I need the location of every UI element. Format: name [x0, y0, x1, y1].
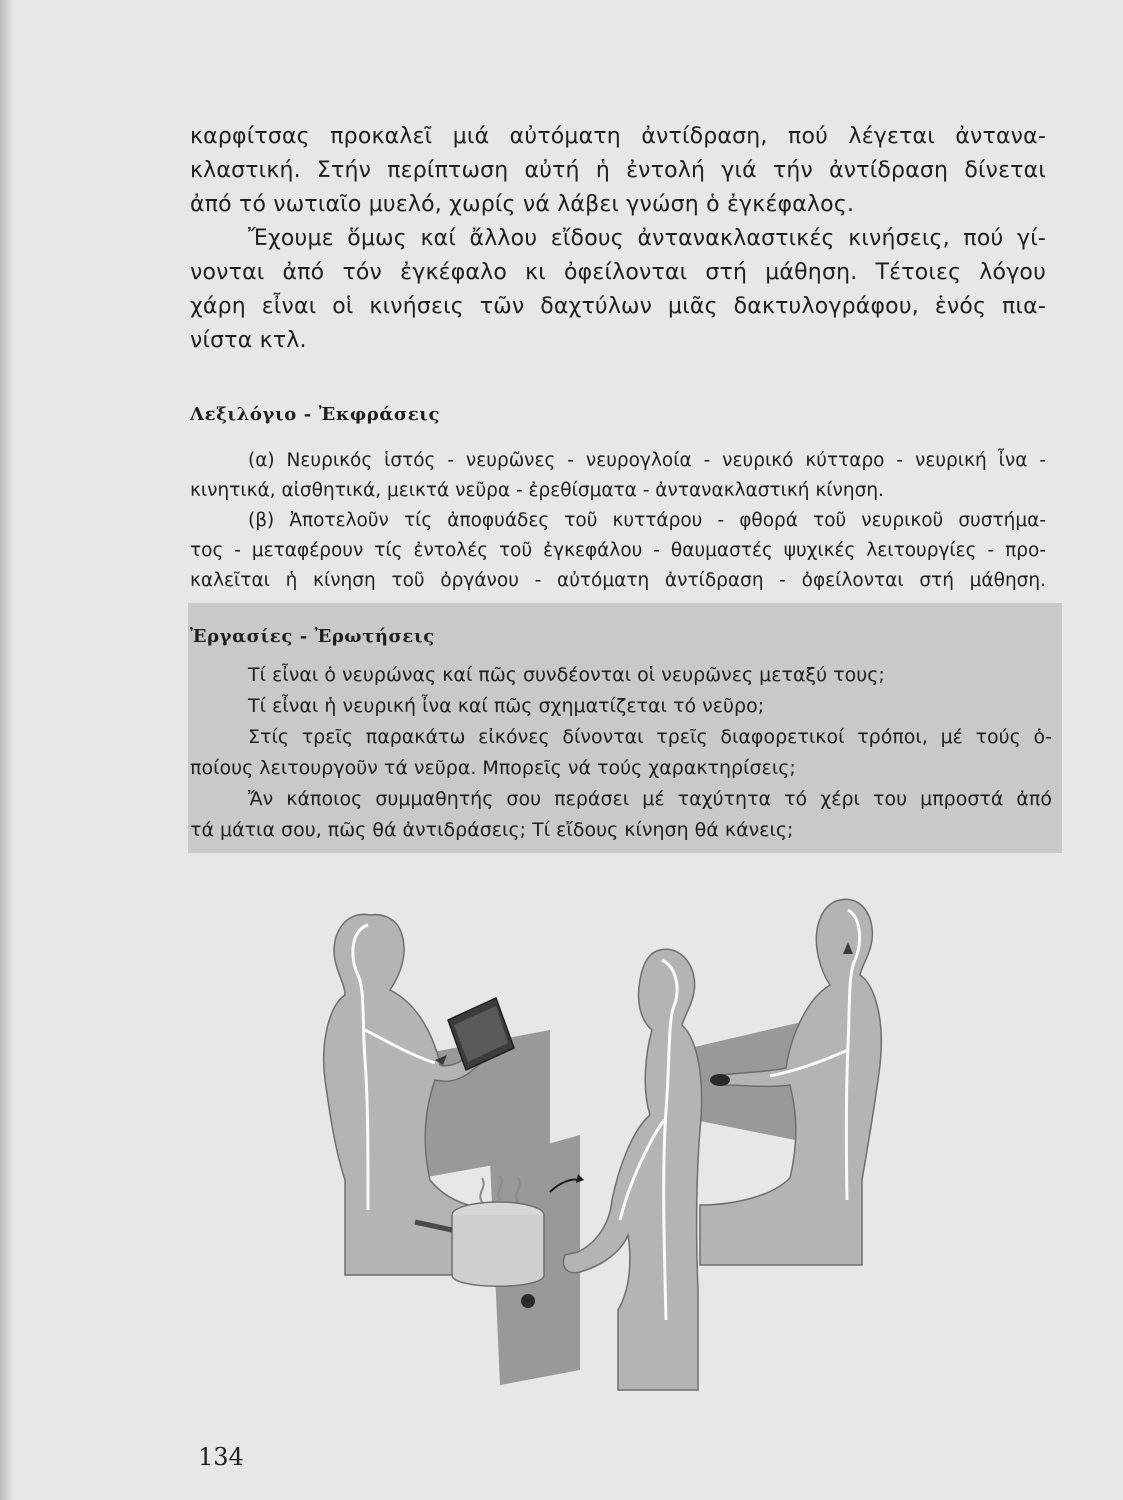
paragraph-line: ἀπό τό νωτιαῖο μυελό, χωρίς νά λάβει γνώση ὁ ἐγκέφαλος. [190, 192, 855, 217]
question-line: τά μάτια σου, πῶς θά ἀντιδράσεις; Τί εἴδους κίνηση θά κάνεις; [190, 819, 794, 841]
vocabulary-line: τος - μεταφέρουν τίς ἐντολές τοῦ ἐγκεφάλου - θαυμαστές ψυχικές λειτουργίες - προ- [190, 540, 1046, 561]
vocabulary-heading: Λεξιλόγιο - Ἐκφράσεις [190, 404, 441, 425]
held-object [710, 1074, 730, 1086]
vocabulary-line: (α) Νευρικός ἱστός - νευρῶνες - νευρογλοία - νευρικό κύτταρο - νευρική ἶνα - [248, 450, 1046, 471]
paragraph-line: Ἔχουμε ὅμως καί ἄλλου εἴδους ἀντανακλαστικές κινήσεις, πού γί- [248, 226, 1046, 251]
vocabulary-line: (β) Ἀποτελοῦν τίς ἀποφυάδες τοῦ κυττάρου - φθορά τοῦ νευρικοῦ συστήμα- [248, 510, 1046, 531]
vocabulary-list [190, 446, 1046, 596]
paragraph-learned-reflexes [190, 222, 1046, 358]
standing-person [563, 949, 701, 1390]
question-line: Ἄν κάποιος συμμαθητής σου περάσει μέ ταχύτητα τό χέρι του μπροστά ἀπό [248, 788, 1052, 810]
question-line: Στίς τρεῖς παρακάτω εἰκόνες δίνονται τρεῖς διαφορετικοί τρόποι, μέ τούς ὁ- [248, 726, 1052, 748]
paragraph-line: κλαστική. Στήν περίπτωση αὐτή ἡ ἐντολή γιά τήν ἀντίδραση δίνεται [190, 158, 1046, 183]
page-number: 134 [198, 1443, 244, 1471]
paragraph-reflex-intro [190, 120, 1046, 222]
questions-heading: Ἐργασίες - Ἐρωτήσεις [190, 626, 435, 647]
paragraph-line: χάρη εἶναι οἱ κινήσεις τῶν δαχτύλων μιᾶς δακτυλογράφου, ἑνός πια- [190, 294, 1046, 319]
reflex-illustration [250, 880, 950, 1420]
question-line: Τί εἶναι ὁ νευρώνας καί πῶς συνδέονται οἱ νευρῶνες μεταξύ τους; [248, 664, 885, 686]
vocabulary-line: κινητικά, αἰσθητικά, μεικτά νεῦρα - ἐρεθίσματα - ἀντανακλαστική κίνηση. [190, 480, 884, 501]
questions-list [190, 660, 1052, 846]
paragraph-line: καρφίτσας προκαλεῖ μιά αὐτόματη ἀντίδραση, πού λέγεται ἀντανα- [190, 124, 1046, 149]
pot-body [452, 1215, 544, 1286]
vocabulary-line: καλεῖται ἡ κίνηση τοῦ ὀργάνου - αὐτόματη ἀντίδραση - ὀφείλονται στή μάθηση. [190, 570, 1046, 591]
paragraph-line: νονται ἀπό τόν ἐγκέφαλο κι ὀφείλονται στή μάθηση. Τέτοιες λόγου [190, 260, 1046, 285]
stove-knob [521, 1294, 535, 1308]
question-line: ποίους λειτουργοῦν τά νεῦρα. Μπορεῖς νά τούς χαρακτηρίσεις; [190, 757, 796, 779]
question-line: Τί εἶναι ἡ νευρική ἶνα καί πῶς σχηματίζεται τό νεῦρο; [248, 695, 765, 717]
page-shadow [0, 0, 14, 1500]
paragraph-line: νίστα κτλ. [190, 328, 307, 353]
